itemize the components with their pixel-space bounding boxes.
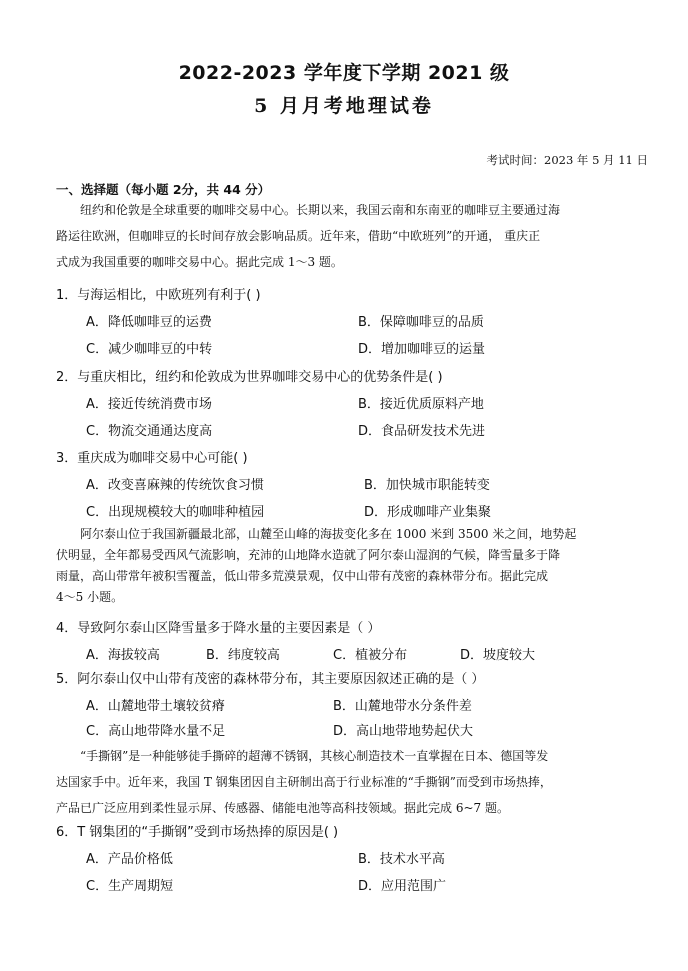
- passage-line: 路运往欧洲，但咖啡豆的长时间存放会影响品质。近年来，借助“中欧班列”的开通， 重庆正: [56, 229, 541, 243]
- passage-line: 伏明显，全年都易受西风气流影响，充沛的山地降水造就了阿尔泰山湿润的气候，降雪量多于降: [56, 548, 561, 562]
- option-d[interactable]: D．增加咖啡豆的运量: [358, 342, 486, 357]
- option-c[interactable]: C．出现规模较大的咖啡种植园: [86, 505, 265, 520]
- option-c[interactable]: C．高山地带降水量不足: [86, 724, 226, 739]
- option-a[interactable]: A．接近传统消费市场: [86, 397, 212, 412]
- question-stem: 1．与海运相比，中欧班列有利于( ): [56, 288, 261, 303]
- passage-line: 纽约和伦敦是全球重要的咖啡交易中心。长期以来，我国云南和东南亚的咖啡豆主要通过海: [80, 203, 561, 217]
- option-c[interactable]: C．生产周期短: [86, 879, 174, 894]
- option-b[interactable]: B．山麓地带水分条件差: [333, 699, 472, 714]
- option-a[interactable]: A．降低咖啡豆的运费: [86, 315, 212, 330]
- question-stem: 6．T 钢集团的“手撕钢”受到市场热捧的原因是( ): [56, 825, 339, 840]
- option-b[interactable]: B．接近优质原料产地: [358, 397, 484, 412]
- option-a[interactable]: A．山麓地带土壤较贫瘠: [86, 699, 225, 714]
- option-d[interactable]: D．坡度较大: [460, 648, 536, 663]
- option-b[interactable]: B．加快城市职能转变: [364, 478, 490, 493]
- option-d[interactable]: D．应用范围广: [358, 879, 447, 894]
- option-a[interactable]: A．产品价格低: [86, 852, 173, 867]
- passage-line: 雨量，高山带常年被积雪覆盖，低山带多荒漠景观，仅中山带有茂密的森林带分布。据此完成: [56, 569, 549, 583]
- question-stem: 3．重庆成为咖啡交易中心可能( ): [56, 451, 248, 466]
- passage-line: 产品已广泛应用到柔性显示屏、传感器、储能电池等高科技领域。据此完成 6~7 题。: [56, 801, 509, 815]
- option-a[interactable]: A．海拔较高: [86, 648, 160, 663]
- exam-subtitle: 5 月月考地理试卷: [254, 95, 434, 117]
- passage-line: 4～5 小题。: [56, 590, 124, 604]
- question-stem: 5．阿尔泰山仅中山带有茂密的森林带分布，其主要原因叙述正确的是（ ）: [56, 672, 485, 687]
- option-c[interactable]: C．物流交通通达度高: [86, 424, 213, 439]
- passage-1: [56, 197, 646, 275]
- option-d[interactable]: D．食品研发技术先进: [358, 424, 486, 439]
- passage-line: 达国家手中。近年来，我国 T 钢集团因自主研制出高于行业标准的“手撕钢”而受到市场热捧，: [56, 775, 552, 789]
- option-a[interactable]: A．改变喜麻辣的传统饮食习惯: [86, 478, 264, 493]
- exam-title: 2022-2023 学年度下学期 2021 级: [178, 62, 510, 84]
- option-d[interactable]: D．高山地带地势起伏大: [333, 724, 474, 739]
- option-b[interactable]: B．纬度较高: [206, 648, 280, 663]
- section-heading: 一、选择题（每小题 2分，共 44 分）: [56, 182, 271, 197]
- passage-line: 阿尔泰山位于我国新疆最北部，山麓至山峰的海拔变化多在 1000 米到 3500 米之间，地势起: [80, 527, 577, 541]
- passage-line: “手撕钢”是一种能够徒手撕碎的超薄不锈钢，其核心制造技术一直掌握在日本、德国等发: [80, 749, 549, 763]
- option-b[interactable]: B．保障咖啡豆的品质: [358, 315, 484, 330]
- passage-2: [56, 524, 646, 608]
- option-d[interactable]: D．形成咖啡产业集聚: [364, 505, 492, 520]
- question-stem: 4．导致阿尔泰山区降雪量多于降水量的主要因素是（ ）: [56, 621, 381, 636]
- exam-time: 考试时间：2023 年 5 月 11 日: [486, 153, 648, 167]
- option-b[interactable]: B．技术水平高: [358, 852, 445, 867]
- question-stem: 2．与重庆相比，纽约和伦敦成为世界咖啡交易中心的优势条件是( ): [56, 370, 443, 385]
- passage-3: [56, 743, 646, 821]
- option-c[interactable]: C．植被分布: [333, 648, 408, 663]
- passage-line: 式成为我国重要的咖啡交易中心。据此完成 1～3 题。: [56, 255, 343, 269]
- option-c[interactable]: C．减少咖啡豆的中转: [86, 342, 213, 357]
